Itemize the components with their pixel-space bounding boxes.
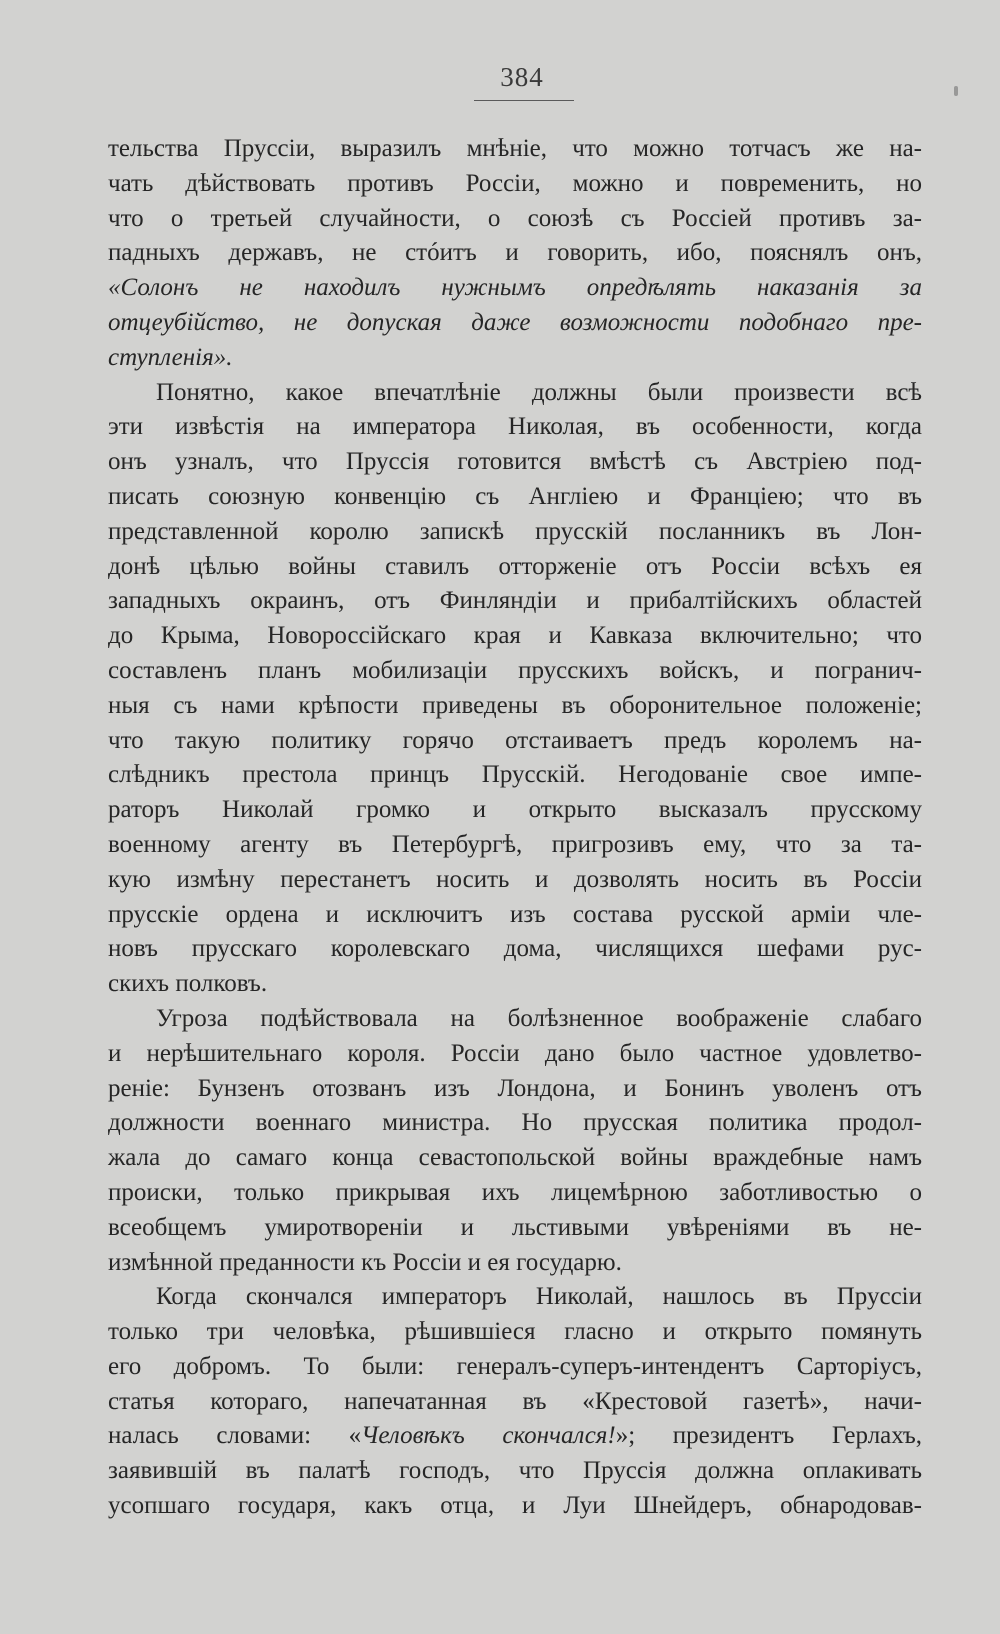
text-line: донѣ цѣлью войны ставилъ отторженіе отъ Россіи всѣхъ ея (108, 552, 922, 580)
text-line: отцеубійство, не допуская даже возможности подобнаго пре- (108, 308, 922, 336)
text-line: ныя съ нами крѣпости приведены въ оборонительное положеніе; (108, 691, 922, 719)
text-run: налась словами: « (108, 1422, 362, 1450)
text-line: ступленія». (108, 343, 233, 371)
text-line: что такую политику горячо отстаиваетъ предъ королемъ на- (108, 726, 922, 754)
text-line (108, 1419, 922, 1454)
text-line: западныхъ окраинъ, отъ Финляндіи и прибалтійскихъ областей (108, 587, 922, 615)
text-line: измѣнной преданности къ Россіи и ея государю. (108, 1248, 622, 1276)
text-line: раторъ Николай громко и открыто высказалъ прусскому (108, 796, 922, 824)
header-rule (474, 100, 574, 101)
text-line: тельства Пруссіи, выразилъ мнѣніе, что можно тотчасъ же на- (108, 135, 922, 162)
text-line: военному агенту въ Петербургѣ, пригрозивъ ему, что за та- (108, 830, 922, 858)
text-line: «Солонъ не находилъ нужнымъ опредѣлять наказанія за (108, 274, 922, 302)
text-line: его добромъ. То были: генералъ-суперъ-интендентъ Сарторіусъ, (108, 1352, 922, 1380)
text-line: происки, только прикрывая ихъ лицемѣрною заботливостью о (108, 1178, 922, 1206)
text-line: составленъ планъ мобилизаціи прусскихъ войскъ, и погранич- (108, 656, 922, 684)
text-line: должности военнаго министра. Но прусская политика продол- (108, 1109, 922, 1137)
page-number: 384 (500, 62, 544, 92)
text-line: падныхъ державъ, не стóитъ и говорить, ибо, пояснялъ онъ, (108, 239, 922, 267)
text-line: Понятно, какое впечатлѣніе должны были произвести всѣ (156, 378, 922, 406)
text-line: кую измѣну перестанетъ носить и дозволять носить въ Россіи (108, 865, 922, 893)
text-line: реніе: Бунзенъ отозванъ изъ Лондона, и Бонинъ уволенъ отъ (108, 1074, 922, 1102)
text-line: заявившій въ палатѣ господъ, что Пруссія должна оплакивать (108, 1457, 922, 1485)
text-line: слѣдникъ престола принцъ Прусскій. Негодованіе свое импе- (108, 761, 922, 789)
text-line: прусскіе ордена и исключитъ изъ состава русской арміи чле- (108, 900, 922, 928)
text-line: онъ узналъ, что Пруссія готовится вмѣстѣ съ Австріею под- (108, 448, 922, 476)
italic-quote: Человѣкъ скончался! (361, 1422, 616, 1450)
text-line: и нерѣшительнаго короля. Россіи дано было частное удовлетво- (108, 1039, 922, 1067)
text-line: чать дѣйствовать противъ Россіи, можно и повременить, но (108, 169, 922, 197)
text-line: только три человѣка, рѣшившіеся гласно и открыто помянуть (108, 1318, 922, 1346)
text-line: писать союзную конвенцію съ Англіею и Франціею; что въ (108, 482, 922, 510)
text-line: представленной королю запискѣ прусскій посланникъ въ Лон- (108, 517, 922, 545)
text-line: новъ прусскаго королевскаго дома, числящихся шефами рус- (108, 935, 922, 963)
text-line: усопшаго государя, какъ отца, и Луи Шнейдеръ, обнародовав- (108, 1492, 922, 1520)
text-line: эти извѣстія на императора Николая, въ особенности, когда (108, 413, 922, 441)
text-line: статья котораго, напечатанная въ «Крестовой газетѣ», начи- (108, 1387, 922, 1415)
text-line: Когда скончался императоръ Николай, нашлось въ Пруссіи (156, 1283, 922, 1311)
text-line: жала до самаго конца севастопольской войны враждебные намъ (108, 1144, 922, 1172)
text-line: скихъ полковъ. (108, 970, 268, 998)
text-line: до Крыма, Новороссійскаго края и Кавказа включительно; что (108, 622, 922, 650)
paper-speck (954, 86, 958, 96)
text-line: Угроза подѣйствовала на болѣзненное воображеніе слабаго (156, 1004, 922, 1032)
text-run: »; президентъ Герлахъ, (615, 1422, 922, 1450)
body-text (108, 132, 922, 1524)
text-line: всеобщемъ умиротвореніи и льстивыми увѣреніями въ не- (108, 1213, 922, 1241)
text-line: что о третьей случайности, о союзѣ съ Россіей противъ за- (108, 204, 922, 232)
